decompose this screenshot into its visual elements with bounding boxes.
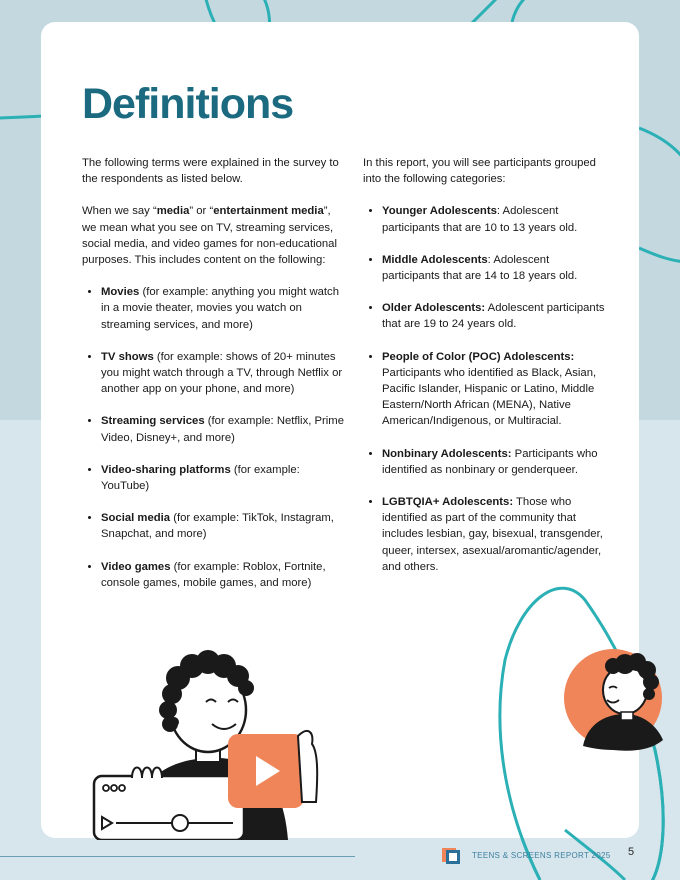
right-column (363, 155, 609, 591)
page-number: 5 (628, 846, 635, 858)
footer-report-title: TEENS & SCREENS REPORT 2025 (472, 851, 611, 860)
footer-divider (0, 856, 355, 857)
list-item: • Video-sharing platforms (for example: YouTube) (101, 462, 344, 494)
list-item: • Younger Adolescents: Adolescent participants that are 10 to 13 years old. (382, 203, 609, 235)
list-item: • People of Color (POC) Adolescents: Participants who identified as Black, Asian, Pacific Islander, Hispanic or Latino, Middle Eastern/North African (MENA), Native American/Indigenous, or Multiracial. (382, 349, 609, 430)
person-with-phone-illustration (88, 640, 328, 840)
media-definition: When we say “media” or “entertainment media”, we mean what you see on TV, streaming services, social media, and video games for non-educational purposes. This includes content on the following: (82, 205, 337, 267)
left-intro: The following terms were explained in the survey to the respondents as listed below. (82, 157, 339, 186)
category-list (363, 203, 609, 575)
list-item: • TV shows (for example: shows of 20+ minutes you might watch through a TV, through Netflix or another app on your phone, and more) (101, 349, 344, 398)
left-column (82, 155, 344, 607)
avatar-illustration (563, 642, 673, 752)
list-item: • Middle Adolescents: Adolescent participants that are 14 to 18 years old. (382, 252, 609, 284)
list-item: • Video games (for example: Roblox, Fortnite, console games, mobile games, and more) (101, 559, 344, 591)
list-item: • LGBTQIA+ Adolescents: Those who identified as part of the community that includes lesbian, gay, bisexual, transgender, queer, intersex, asexual/aromantic/agender, and others. (382, 494, 609, 575)
right-intro: In this report, you will see participants grouped into the following categories: (363, 157, 596, 186)
report-logo-icon (442, 846, 460, 864)
list-item: • Nonbinary Adolescents: Participants who identified as nonbinary or genderqueer. (382, 446, 609, 478)
list-item: • Older Adolescents: Adolescent participants that are 19 to 24 years old. (382, 300, 609, 332)
list-item: • Social media (for example: TikTok, Instagram, Snapchat, and more) (101, 510, 344, 542)
list-item: • Streaming services (for example: Netflix, Prime Video, Disney+, and more) (101, 413, 344, 445)
page-title: Definitions (82, 80, 294, 128)
media-list (82, 284, 344, 591)
list-item: • Movies (for example: anything you might watch in a movie theater, movies you watch on streaming services, and more) (101, 284, 344, 333)
